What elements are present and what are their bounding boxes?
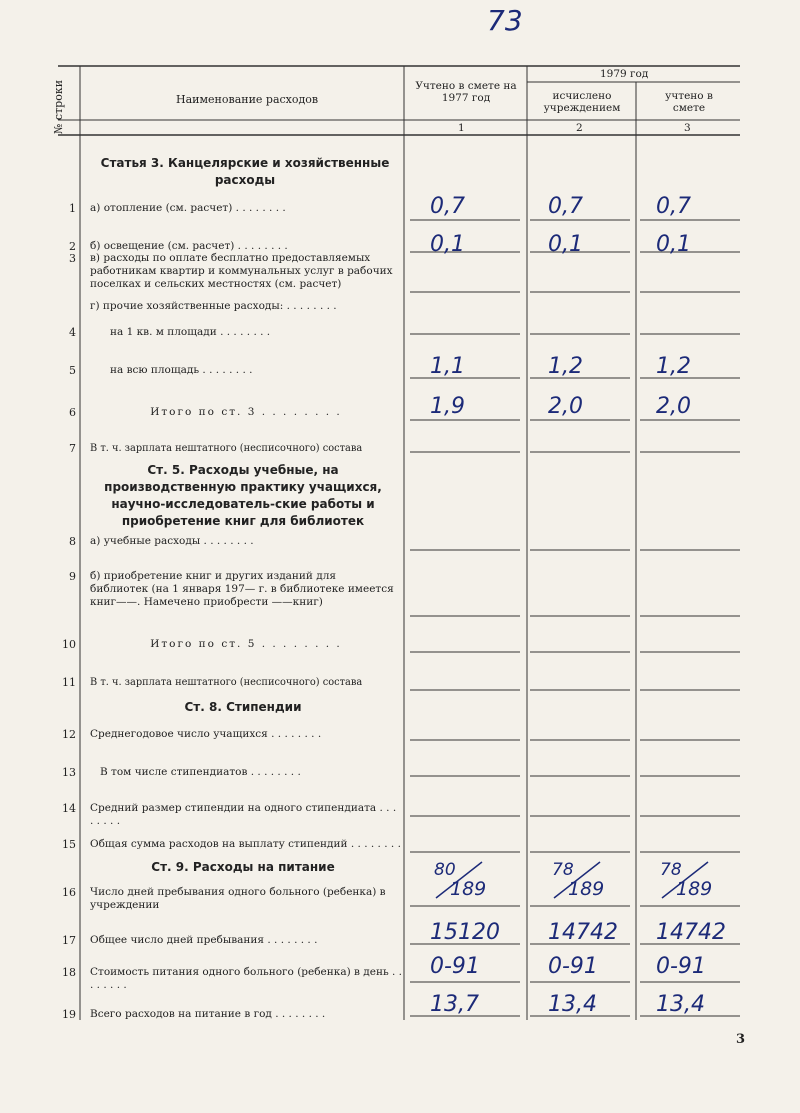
row-label: В т. ч. зарплата нештатного (несписочного) состава	[90, 443, 363, 454]
section-8-title: Ст. 8. Стипендии	[184, 700, 302, 714]
name-column-header: Наименование расходов	[176, 93, 319, 106]
row-label: В том числе стипендиатов . . . . . . . .	[100, 766, 301, 778]
row-label: Всего расходов на питание в год . . . . . . . .	[90, 1008, 326, 1020]
row-label: на 1 кв. м площади . . . . . . . .	[110, 326, 271, 338]
value-col2: 14742	[548, 920, 618, 945]
row-label: Среднегодовое число учащихся . . . . . . . .	[90, 728, 322, 740]
row-label: Средний размер стипендии на одного стипендиата . . . . . . . .	[90, 802, 397, 827]
value-col1: 1,1	[430, 354, 465, 379]
row-label: В т. ч. зарплата нештатного (несписочного) состава	[90, 677, 363, 688]
value-col2: 1,2	[548, 354, 583, 379]
row-number: 6	[69, 406, 76, 419]
row-number: 7	[69, 442, 76, 455]
row-label: на всю площадь . . . . . . . .	[110, 364, 253, 376]
value-col1: 0,7	[430, 194, 465, 219]
row-number: 4	[69, 326, 76, 339]
row-number: 16	[62, 886, 76, 899]
value-col1: 0,1	[430, 232, 465, 257]
row-label: а) учебные расходы . . . . . . . .	[90, 535, 254, 547]
row-label: а) отопление (см. расчет) . . . . . . . .	[90, 202, 286, 214]
row-number: 8	[69, 535, 76, 548]
row-number: 10	[62, 638, 76, 651]
col2-number: 2	[576, 122, 583, 134]
row-number: 11	[62, 676, 76, 689]
row-label: б) приобретение книг и других изданий для библиотек (на 1 января 197— г. в библиотеке имеется книг——. Намечено приобрести ——книг)	[90, 570, 394, 608]
fraction-numerator: 78	[552, 860, 574, 880]
section-3-title: Статья 3. Канцелярские и хозяйственные расходы	[100, 156, 390, 187]
value-col1: 13,7	[430, 992, 479, 1017]
row-label: б) освещение (см. расчет) . . . . . . . .	[90, 240, 288, 252]
row-number: 15	[62, 838, 76, 851]
value-col3: 2,0	[656, 394, 691, 419]
archive-page-number: 73	[487, 4, 523, 37]
value-col2: 13,4	[548, 992, 597, 1017]
row-label: Итого по ст. 3 . . . . . . . .	[150, 406, 342, 418]
col1-header: Учтено в смете на 1977 год	[415, 80, 517, 104]
value-col1: 0-91	[430, 954, 480, 979]
row-number: 18	[62, 966, 76, 979]
row-number: 1	[69, 202, 76, 215]
row-label: Итого по ст. 5 . . . . . . . .	[150, 638, 342, 650]
col1-number: 1	[458, 122, 465, 134]
section-5-title: Ст. 5. Расходы учебные, на производственную практику учащихся, научно-исследователь-ские работы и приобретение книг для библиотек	[104, 463, 382, 528]
value-col3: 13,4	[656, 992, 705, 1017]
value-col3: 0,7	[656, 194, 691, 219]
value-col2: 0,1	[548, 232, 583, 257]
row-number: 5	[69, 364, 76, 377]
value-col1: 15120	[430, 920, 500, 945]
row-label: Стоимость питания одного больного (ребенка) в день . . . . . . . .	[90, 966, 403, 991]
row-number: 19	[62, 1008, 76, 1021]
value-col2: 0,7	[548, 194, 583, 219]
value-col2: 0-91	[548, 954, 598, 979]
col2-header: исчислено учреждением	[543, 90, 621, 114]
value-col3: 1,2	[656, 354, 691, 379]
row-number: 13	[62, 766, 76, 779]
value-col1: 1,9	[430, 394, 465, 419]
col3-number: 3	[684, 122, 691, 134]
value-col3: 0,1	[656, 232, 691, 257]
row-number: 17	[62, 934, 76, 947]
year-group-header: 1979 год	[600, 68, 649, 80]
row-label: Общее число дней пребывания . . . . . . . .	[90, 934, 318, 946]
row-label: в) расходы по оплате бесплатно предоставляемых работникам квартир и коммунальных услуг в рабочих поселках и сельских местностях (см. расчет)	[90, 252, 393, 290]
row-label: г) прочие хозяйственные расходы: . . . . . . . .	[90, 300, 337, 312]
col3-header: учтено в смете	[665, 90, 713, 114]
row-number: 2	[69, 240, 76, 253]
fraction-denominator: 189	[450, 878, 487, 900]
row-number: 14	[62, 802, 76, 815]
fraction-denominator: 189	[568, 878, 605, 900]
value-col3: 14742	[656, 920, 726, 945]
row-label: Число дней пребывания одного больного (ребенка) в учреждении	[90, 886, 386, 911]
fraction-numerator: 80	[434, 860, 456, 880]
row-label: Общая сумма расходов на выплату стипендий . . . . . . . .	[90, 838, 401, 850]
row-number: 12	[62, 728, 76, 741]
footer-page-number: 3	[736, 1032, 746, 1047]
fraction-denominator: 189	[676, 878, 713, 900]
value-col3: 0-91	[656, 954, 706, 979]
row-number: 9	[69, 570, 76, 583]
value-col2: 2,0	[548, 394, 583, 419]
row-number: 3	[69, 252, 76, 265]
row-number-header: № строки	[52, 79, 65, 134]
fraction-numerator: 78	[660, 860, 682, 880]
section-9-title: Ст. 9. Расходы на питание	[151, 860, 335, 874]
